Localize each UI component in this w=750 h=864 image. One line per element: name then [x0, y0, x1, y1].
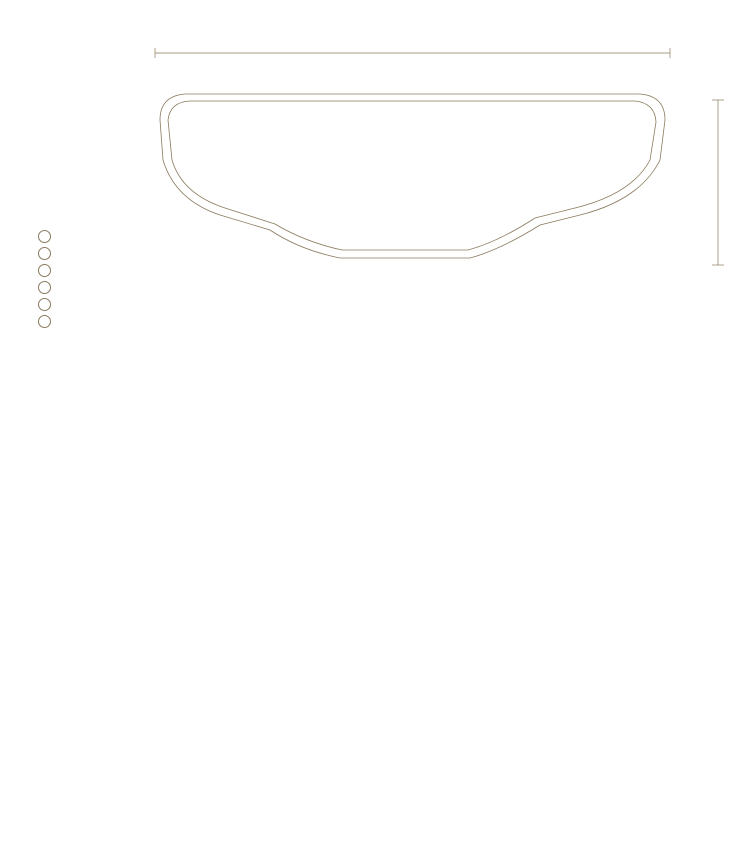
steps-list — [38, 230, 55, 332]
step-item-5 — [38, 298, 55, 315]
step-item-2 — [38, 247, 55, 264]
step-item-6 — [38, 315, 55, 332]
width-dimension — [155, 48, 670, 58]
step-item-1 — [38, 230, 55, 247]
step-item-4 — [38, 281, 55, 298]
step-item-3 — [38, 264, 55, 281]
height-dimension — [712, 100, 724, 265]
shawl-outline — [160, 94, 665, 258]
